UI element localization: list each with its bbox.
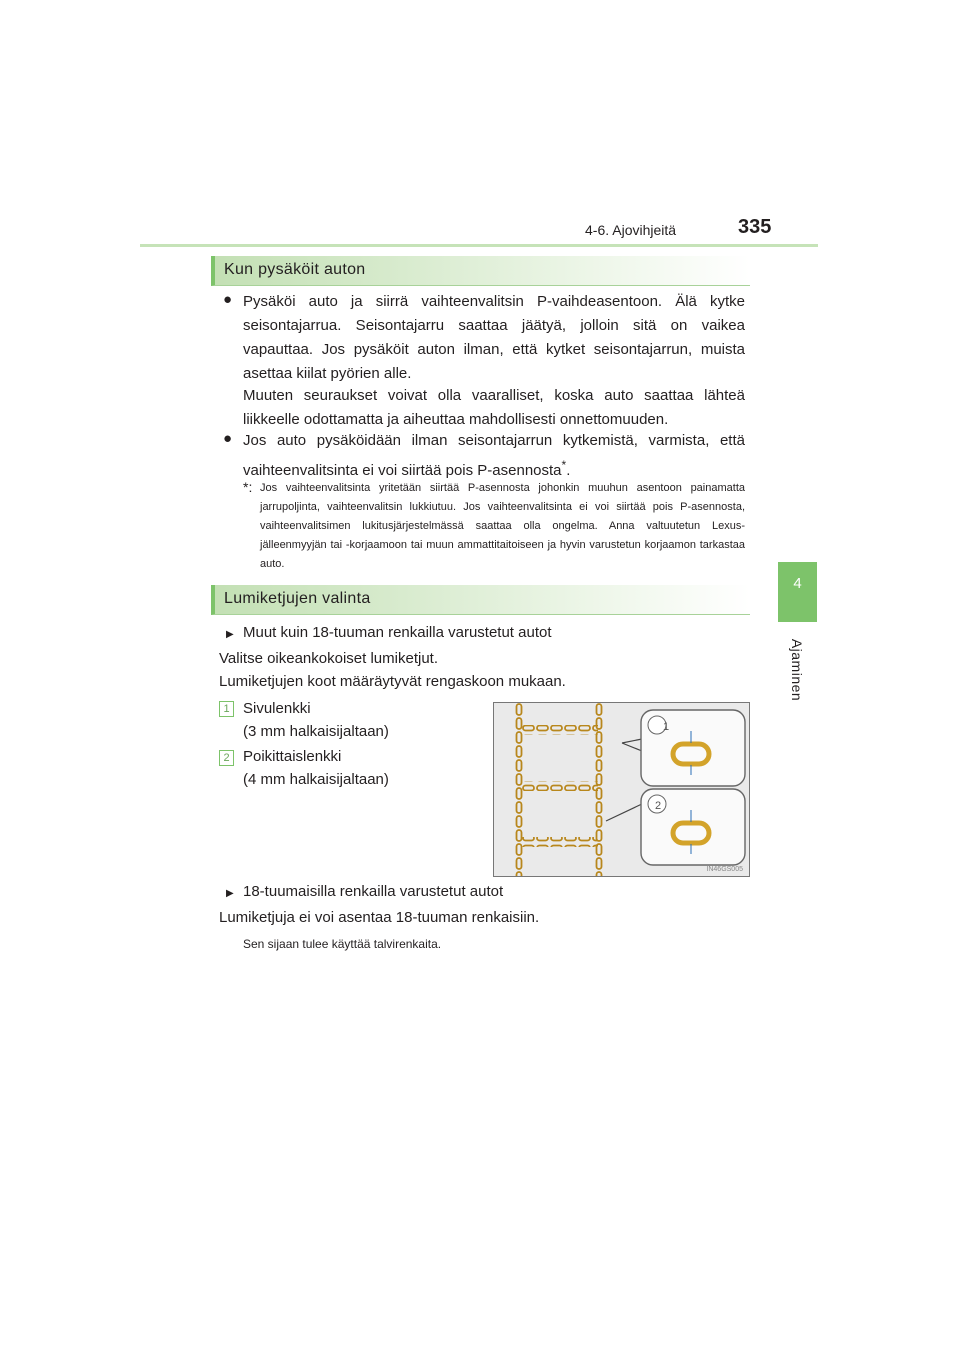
chapter-tab [778, 562, 817, 622]
chapter-number: 4 [793, 575, 802, 592]
chapter-label: Ajaminen [789, 638, 805, 702]
page-number: 335 [738, 216, 772, 238]
section-heading-parking [211, 256, 750, 286]
chains-line-1: Valitse oikeankokoiset lumiketjut. [219, 650, 438, 667]
triangle-bullet-icon: ▶ [226, 629, 234, 640]
callout-number-1: 1 [219, 701, 234, 717]
bullet-dot: ● [223, 291, 233, 308]
snow-chain-illustration [494, 703, 749, 876]
item-2-name: Poikittaislenkki [243, 748, 342, 765]
parking-paragraph-3: Jos auto pysäköidään ilman seisontajarrun kytkemistä, varmista, että vaihteenvalitsinta ei voi siirtää pois P-asennosta*. [243, 432, 745, 479]
figure-callout-1: 1 [662, 721, 670, 733]
footnote-label: *: [243, 479, 253, 495]
chains-small-note: Sen sijaan tulee käyttää talvirenkaita. [243, 937, 442, 951]
section-heading-text: Kun pysäköit auton [224, 261, 366, 278]
parking-paragraph-1: Pysäköi auto ja siirrä vaihteenvalitsin P-vaihdeasentoon. Älä kytke seisontajarrua. Seisontajarru saattaa jäätyä, jolloin sitä on vaikea vapauttaa. Jos pysäköit auton ilman, että kytket seisontajarrun, muista asettaa kiilat pyörien alle. [243, 293, 745, 382]
triangle-bullet-icon: ▶ [226, 888, 234, 899]
header-rule [140, 244, 818, 247]
section-heading-text: Lumiketjujen valinta [224, 590, 371, 607]
parking-paragraph-3-text: Jos auto pysäköidään ilman seisontajarrun kytkemistä, varmista, että vaihteenvalitsinta ei voi siirtää pois P-asennosta [243, 432, 745, 479]
callout-number-2: 2 [219, 750, 234, 766]
item-2-detail: (4 mm halkaisijaltaan) [243, 771, 389, 788]
section-heading-chains [211, 585, 750, 615]
subheading-18: 18-tuumaisilla renkailla varustetut autot [243, 883, 504, 900]
figure-code: IN46GS005 [706, 866, 743, 873]
subheading-non18: Muut kuin 18-tuuman renkailla varustetut autot [243, 624, 552, 641]
footnote-text: Jos vaihteenvalitsinta yritetään siirtää P-asennosta johonkin muuhun asentoon painamatta jarrupoljinta, vaihteenvalitsin lukkiutuu. Jos vaihteenvalitsinta ei voi siirtää pois P-asennosta, vaihteenvalitsimen lukitusjärjestelmässä saattaa olla ongelma. Anna valtuutetun Lexus-jälleenmyyjän tai -korjaamoon tai muun ammattitaitoiseen ja hyvin varustetun korjaamon tarkastaa auto. [260, 482, 745, 570]
snow-chain-figure [493, 702, 750, 877]
footnote-marker: * [561, 458, 567, 472]
chains-line-3: Lumiketjuja ei voi asentaa 18-tuuman renkaisiin. [219, 909, 540, 926]
item-1-name: Sivulenkki [243, 700, 311, 717]
section-title: 4-6. Ajovihjeitä [585, 222, 677, 238]
parking-paragraph-2: Muuten seuraukset voivat olla vaaralliset, koska auto saattaa lähteä liikkeelle odottamatta ja aiheuttaa mahdollisesti onnettomuuden. [243, 387, 745, 428]
chains-line-2: Lumiketjujen koot määräytyvät rengaskoon mukaan. [219, 673, 566, 690]
figure-callout-2: 2 [654, 800, 662, 812]
bullet-dot: ● [223, 430, 233, 447]
item-1-detail: (3 mm halkaisijaltaan) [243, 723, 389, 740]
